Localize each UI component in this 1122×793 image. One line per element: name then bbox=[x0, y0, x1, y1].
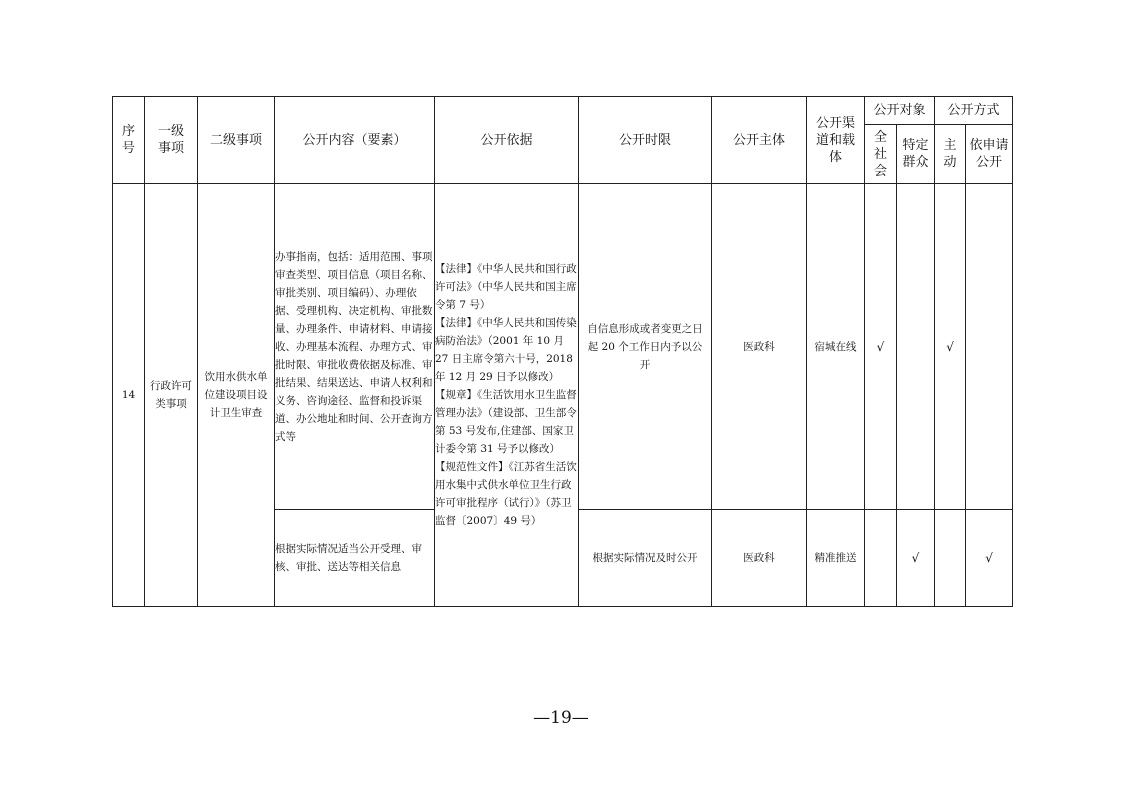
cell-all-2 bbox=[865, 510, 897, 607]
header-seq: 序号 bbox=[113, 97, 145, 184]
header-level1: 一级事项 bbox=[145, 97, 198, 184]
header-method-group: 公开方式 bbox=[935, 97, 1013, 125]
cell-channel-1: 宿城在线 bbox=[807, 184, 865, 510]
cell-active-2 bbox=[935, 510, 966, 607]
header-method-active: 主动 bbox=[935, 125, 966, 184]
header-subject: 公开主体 bbox=[712, 97, 807, 184]
cell-content-1: 办事指南，包括：适用范围、事项审查类型、项目信息（项目名称、审批类别、项目编码）、办理依据、受理机构、决定机构、审批数量、办理条件、申请材料、申请接收、办理基本流程、办理方式、审批时限、审批收费依据及标准、审批结果、结果送达、申请人权利和义务、咨询途径、监督和投诉渠道、办公地址和时间、公开查询方式等 bbox=[275, 184, 435, 510]
header-basis: 公开依据 bbox=[435, 97, 579, 184]
cell-level2: 饮用水供水单位建设项目设计卫生审查 bbox=[198, 184, 275, 607]
cell-all-1: √ bbox=[865, 184, 897, 510]
cell-request-2: √ bbox=[966, 510, 1013, 607]
header-content: 公开内容（要素） bbox=[275, 97, 435, 184]
header-channel: 公开渠道和载体 bbox=[807, 97, 865, 184]
header-target-all: 全社会 bbox=[865, 125, 897, 184]
cell-seq: 14 bbox=[113, 184, 145, 607]
cell-content-2: 根据实际情况适当公开受理、审核、审批、送达等相关信息 bbox=[275, 510, 435, 607]
header-target-group: 公开对象 bbox=[865, 97, 935, 125]
cell-time-limit-2: 根据实际情况及时公开 bbox=[579, 510, 712, 607]
cell-request-1 bbox=[966, 184, 1013, 510]
cell-level1: 行政许可类事项 bbox=[145, 184, 198, 607]
cell-specific-2: √ bbox=[897, 510, 935, 607]
cell-basis: 【法律】《中华人民共和国行政许可法》（中华人民共和国主席令第 7 号） 【法律】《中华人民共和国传染病防治法》（2001 年 10 月 27 日主席令第六十号，2018 年 12 月 29 日予以修改） 【规章】《生活饮用水卫生监督管理办法》（建设部、卫生部令第 53 号发布,住建部、国家卫计委令第 31 号予以修改） 【规范性文件】《江苏省生活饮用水集中式供水单位卫生行政许可审批程序（试行）》（苏卫监督〔2007〕49 号） bbox=[435, 184, 579, 607]
cell-time-limit-1: 自信息形成或者变更之日起 20 个工作日内予以公开 bbox=[579, 184, 712, 510]
header-target-specific: 特定群众 bbox=[897, 125, 935, 184]
cell-specific-1 bbox=[897, 184, 935, 510]
cell-subject-1: 医政科 bbox=[712, 184, 807, 510]
cell-subject-2: 医政科 bbox=[712, 510, 807, 607]
cell-active-1: √ bbox=[935, 184, 966, 510]
page-number: —19— bbox=[533, 708, 589, 728]
header-method-request: 依申请公开 bbox=[966, 125, 1013, 184]
disclosure-table bbox=[112, 96, 1013, 607]
header-time-limit: 公开时限 bbox=[579, 97, 712, 184]
cell-channel-2: 精准推送 bbox=[807, 510, 865, 607]
header-level2: 二级事项 bbox=[198, 97, 275, 184]
